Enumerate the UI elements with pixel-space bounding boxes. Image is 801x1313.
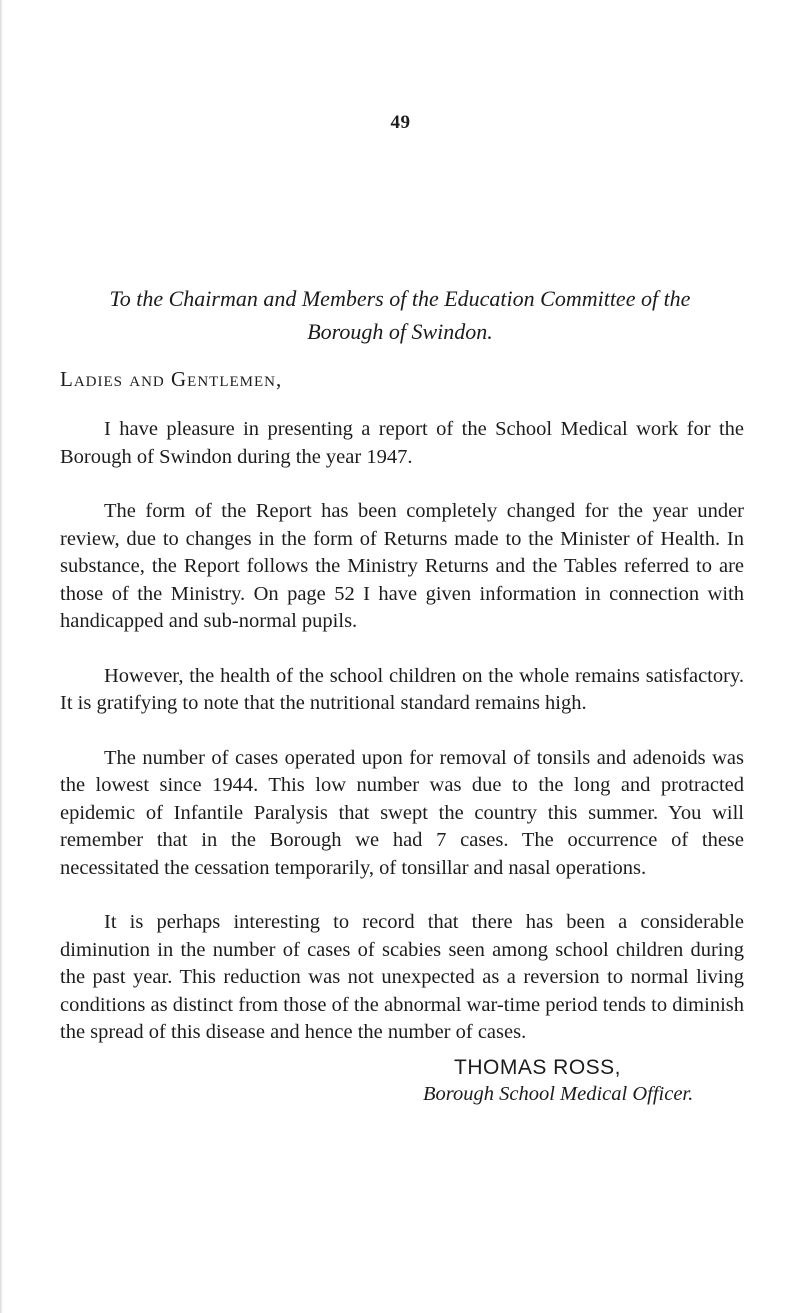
address-heading: [60, 282, 740, 348]
signatory-name: THOMAS ROSS,: [454, 1056, 622, 1079]
page-number: 49: [390, 112, 411, 133]
paragraph-1: I have pleasure in presenting a report of the School Medical work for the Borough of Swindon during the year 1947.: [60, 418, 744, 468]
signature-block: [423, 1054, 694, 1108]
paragraph-4: The number of cases operated upon for removal of tonsils and adenoids was the lowest since 1944. This low number was due to the long and protracted epidemic of Infantile Paralysis that swept the country this summer. You will remember that in the Borough we had 7 cases. The occurrence of these necessitated the cessation temporarily, of tonsillar and nasal operations.: [60, 746, 744, 879]
paragraph-5: It is perhaps interesting to record that there has been a considerable diminution in the number of cases of scabies seen among school children during the past year. This reduction was not unexpected as a reversion to normal living conditions as distinct from those of the abnormal war-time period tends to diminish the spread of this disease and hence the number of cases.: [60, 911, 744, 1043]
paragraph-3: However, the health of the school children on the whole remains satisfactory. It is gratifying to note that the nutritional standard remains high.: [60, 664, 744, 714]
address-line-2: Borough of Swindon.: [307, 319, 493, 344]
salutation: Ladies and Gentlemen,: [60, 367, 283, 391]
page-edge: [0, 0, 3, 1313]
address-line-1: To the Chairman and Members of the Education Committee of the: [109, 286, 691, 311]
paragraph-2: The form of the Report has been completely changed for the year under review, due to changes in the form of Returns made to the Minister of Health. In substance, the Report follows the Ministry Returns and the Tables referred to are those of the Ministry. On page 52 I have given information in connection with handicapped and sub-normal pupils.: [60, 500, 744, 632]
signatory-title: Borough School Medical Officer.: [423, 1083, 694, 1105]
letter-body: [60, 416, 744, 1074]
